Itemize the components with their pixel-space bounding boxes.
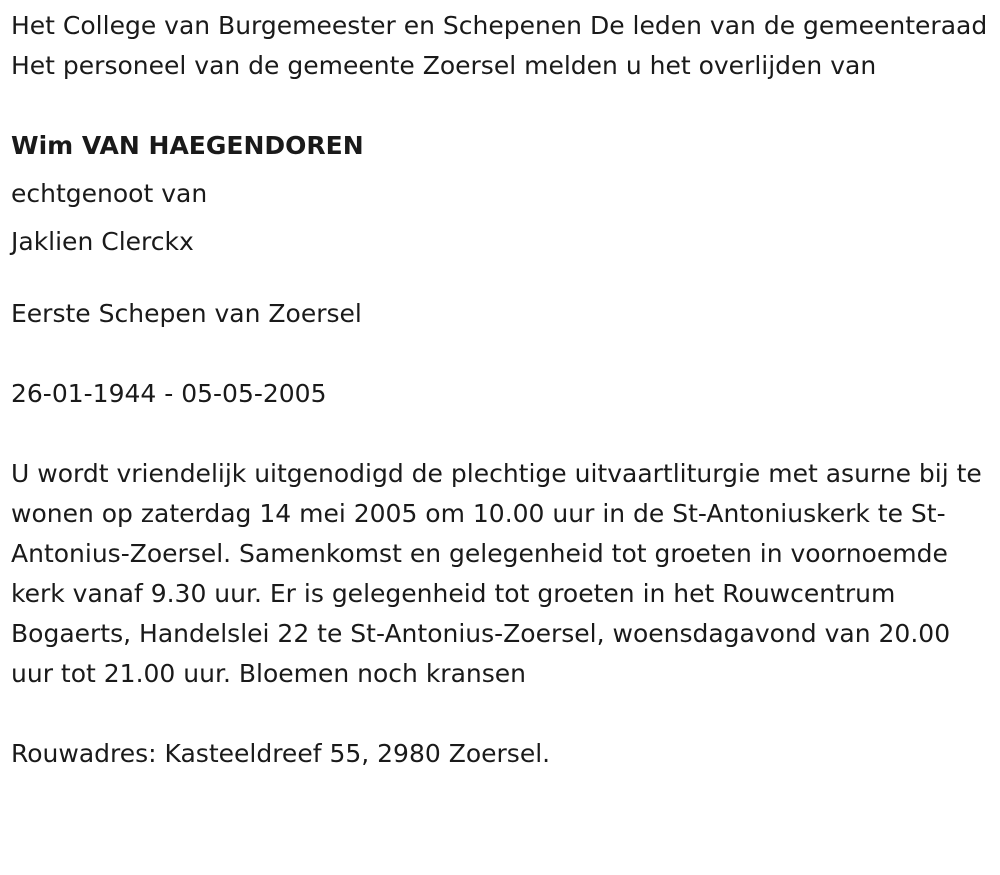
deceased-title: Eerste Schepen van Zoersel bbox=[11, 299, 362, 328]
death-notice bbox=[11, 6, 996, 774]
notice-intro: Het College van Burgemeester en Schepenen De leden van de gemeenteraad Het personeel van de gemeente Zoersel melden u het overlijden van bbox=[11, 11, 988, 80]
spouse-name: Jaklien Clerckx bbox=[11, 227, 194, 256]
funeral-invitation: U wordt vriendelijk uitgenodigd de plechtige uitvaartliturgie met asurne bij te wonen op zaterdag 14 mei 2005 om 10.00 uur in de St-Antoniuskerk te St-Antonius-Zoersel. Samenkomst en gelegenheid tot groeten in voornoemde kerk vanaf 9.30 uur. Er is gelegenheid tot groeten in het Rouwcentrum Bogaerts, Handelslei 22 te St-Antonius-Zoersel, woensdagavond van 20.00 uur tot 21.00 uur. Bloemen noch kransen bbox=[11, 459, 982, 688]
mourning-address: Rouwadres: Kasteeldreef 55, 2980 Zoersel. bbox=[11, 739, 551, 768]
life-dates: 26-01-1944 - 05-05-2005 bbox=[11, 379, 327, 408]
deceased-name: Wim VAN HAEGENDOREN bbox=[11, 131, 364, 160]
relation-text: echtgenoot van bbox=[11, 179, 208, 208]
